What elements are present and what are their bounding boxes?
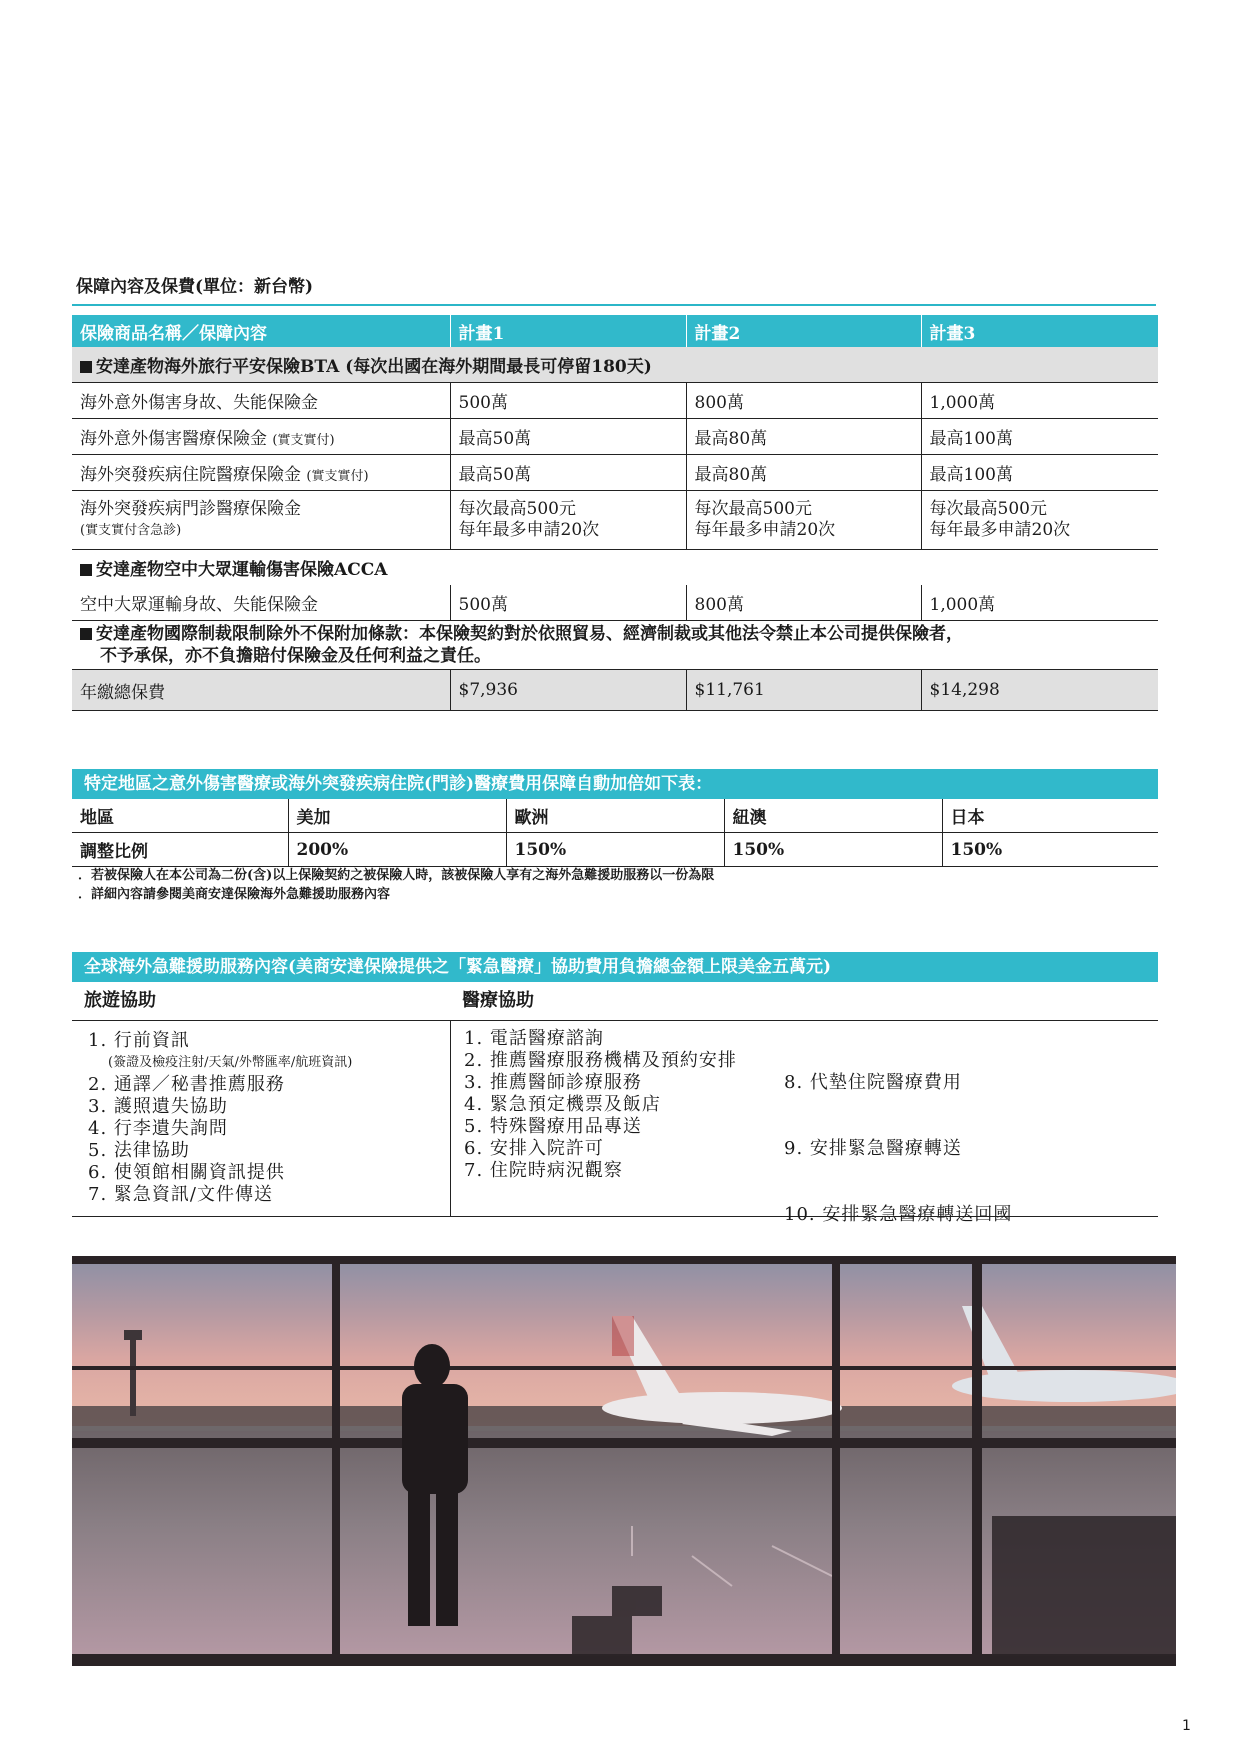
header-cell: 計畫2 xyxy=(686,315,921,347)
ratio-cell: 150% xyxy=(724,833,942,867)
note-line: ．詳細內容請參閱美商安達保險海外急難援助服務內容 xyxy=(78,887,391,902)
list-item: 4. 行李遺失詢問 xyxy=(88,1118,228,1139)
table-row xyxy=(72,419,1158,455)
table-row xyxy=(72,383,1158,419)
list-item: 4. 緊急預定機票及飯店 xyxy=(464,1094,661,1115)
plan2-value: 最高80萬 xyxy=(686,455,921,491)
row-note: (實支實付) xyxy=(306,469,369,484)
plan3-value: 每年最多申請20次 xyxy=(929,520,1071,540)
header-cell: 保險商品名稱／保障內容 xyxy=(72,315,450,347)
row-label: 海外突發疾病住院醫療保險金 xyxy=(80,465,301,485)
list-item: 9. 安排緊急醫療轉送 xyxy=(784,1138,962,1159)
list-item: 6. 安排入院許可 xyxy=(464,1138,604,1159)
plan1-value: 500萬 xyxy=(450,383,686,419)
table-row xyxy=(72,455,1158,491)
plan3-value: 最高100萬 xyxy=(921,455,1158,491)
divider xyxy=(72,1020,1158,1021)
row-note: (實支實付) xyxy=(272,433,335,448)
row-label: 海外突發疾病門診醫療保險金 xyxy=(80,499,301,519)
plan2-value: 800萬 xyxy=(686,383,921,419)
page-number: 1 xyxy=(1182,1718,1191,1734)
list-item: 1. 電話醫療諮詢 xyxy=(464,1028,604,1049)
divider xyxy=(450,1020,451,1216)
plan3-value: 1,000萬 xyxy=(921,383,1158,419)
ratio-cell: 150% xyxy=(506,833,724,867)
header-cell: 計畫3 xyxy=(921,315,1158,347)
plan3-value: 每次最高500元 xyxy=(929,499,1047,519)
square-bullet-icon xyxy=(80,628,92,640)
title-divider xyxy=(72,304,1156,306)
clause-text: 安達產物國際制裁限制除外不保附加條款：本保險契約對於依照貿易、經濟制裁或其他法令禁止本公司提供保險者， xyxy=(96,624,963,644)
list-item: 7. 住院時病況觀察 xyxy=(464,1160,623,1181)
medical-assist-header: 醫療協助 xyxy=(462,990,534,1011)
row-label: 海外意外傷害身故、失能保險金 xyxy=(80,393,318,413)
airport-photo xyxy=(72,1256,1176,1666)
region-cell: 歐洲 xyxy=(506,799,724,833)
square-bullet-icon xyxy=(80,361,92,373)
plan2-value: 最高80萬 xyxy=(686,419,921,455)
list-item: 1. 行前資訊 xyxy=(88,1030,190,1051)
region-cell: 美加 xyxy=(288,799,506,833)
group-title: 安達產物海外旅行平安保險BTA (每次出國在海外期間最長可停留180天) xyxy=(96,357,652,377)
plan2-value: 800萬 xyxy=(686,585,921,621)
list-item: 3. 護照遺失協助 xyxy=(88,1096,228,1117)
group-title: 安達產物空中大眾運輸傷害保險ACCA xyxy=(96,560,388,580)
table-header-row xyxy=(72,315,1158,347)
plan1-value: 最高50萬 xyxy=(450,455,686,491)
services-panel xyxy=(72,982,1158,1225)
table-row xyxy=(72,491,1158,550)
coverage-table xyxy=(72,315,1158,711)
plan3-value: 1,000萬 xyxy=(921,585,1158,621)
list-item: 8. 代墊住院醫療費用 xyxy=(784,1072,962,1093)
list-item: 10. 安排緊急醫療轉送回國 xyxy=(784,1204,1013,1225)
table-row xyxy=(72,585,1158,621)
plan2-value: $11,761 xyxy=(686,670,921,711)
list-item-note: (簽證及檢疫注射/天氣/外幣匯率/航班資訊) xyxy=(108,1055,353,1070)
square-bullet-icon xyxy=(80,564,92,576)
list-item: 5. 法律協助 xyxy=(88,1140,190,1161)
airport-scene-image xyxy=(72,1256,1176,1666)
plan3-value: $14,298 xyxy=(921,670,1158,711)
medical-assist-list-a xyxy=(464,1028,737,1182)
table-row xyxy=(72,799,1158,833)
total-premium-row xyxy=(72,670,1158,711)
region-cell: 日本 xyxy=(942,799,1158,833)
list-item: 5. 特殊醫療用品專送 xyxy=(464,1116,642,1137)
list-item: 2. 通譯／秘書推薦服務 xyxy=(88,1074,285,1095)
section-title: 保障內容及保費(單位：新台幣) xyxy=(76,277,314,297)
list-item: 6. 使領館相關資訊提供 xyxy=(88,1162,285,1183)
travel-assist-header: 旅遊協助 xyxy=(84,990,156,1011)
table-row xyxy=(72,833,1158,867)
ratio-cell: 調整比例 xyxy=(72,833,288,867)
plan3-value: 最高100萬 xyxy=(921,419,1158,455)
travel-assist-list xyxy=(88,1030,352,1206)
row-label: 年繳總保費 xyxy=(72,670,450,711)
clause-text: 不予承保，亦不負擔賠付保險金及任何利益之責任。 xyxy=(100,646,491,666)
plan1-value: 每年最多申請20次 xyxy=(458,520,600,540)
plan1-value: $7,936 xyxy=(450,670,686,711)
multiplier-table xyxy=(72,799,1158,867)
header-cell: 計畫1 xyxy=(450,315,686,347)
group-row-acca xyxy=(72,550,1158,586)
plan1-value: 最高50萬 xyxy=(450,419,686,455)
note-line: ．若被保險人在本公司為二份(含)以上保險契約之被保險人時，該被保險人享有之海外急難援助服務以一份為限 xyxy=(78,868,715,883)
ratio-cell: 150% xyxy=(942,833,1158,867)
list-item: 7. 緊急資訊/文件傳送 xyxy=(88,1184,273,1205)
sanction-clause-row xyxy=(72,621,1158,670)
region-cell: 紐澳 xyxy=(724,799,942,833)
row-label: 空中大眾運輸身故、失能保險金 xyxy=(72,585,450,621)
plan1-value: 每次最高500元 xyxy=(458,499,576,519)
plan2-value: 每次最高500元 xyxy=(694,499,812,519)
multiplier-title: 特定地區之意外傷害醫療或海外突發疾病住院(門診)醫療費用保障自動加倍如下表： xyxy=(72,769,1158,799)
row-note: (實支實付含急診) xyxy=(80,523,182,538)
list-item: 3. 推薦醫師診療服務 xyxy=(464,1072,642,1093)
plan1-value: 500萬 xyxy=(450,585,686,621)
services-title: 全球海外急難援助服務內容(美商安達保險提供之「緊急醫療」協助費用負擔總金額上限美金五萬元) xyxy=(72,952,1158,982)
region-cell: 地區 xyxy=(72,799,288,833)
list-item: 2. 推薦醫療服務機構及預約安排 xyxy=(464,1050,737,1071)
multiplier-notes xyxy=(78,866,714,904)
group-row-bta xyxy=(72,347,1158,383)
ratio-cell: 200% xyxy=(288,833,506,867)
row-label: 海外意外傷害醫療保險金 xyxy=(80,429,267,449)
plan2-value: 每年最多申請20次 xyxy=(694,520,836,540)
